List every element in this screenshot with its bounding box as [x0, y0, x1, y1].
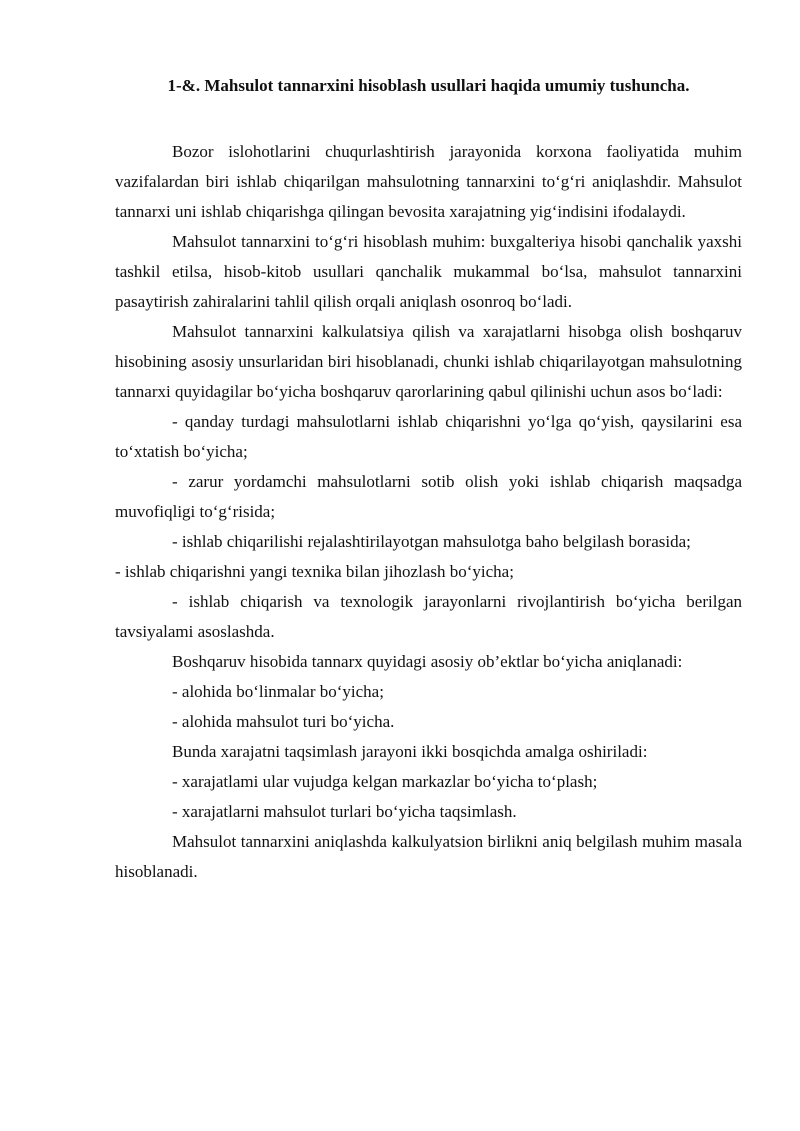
paragraph-calculation-unit: Mahsulot tannarxini aniqlashda kalkulyatsion birlikni aniq belgilash muhim masala hisoblanadi. [115, 832, 742, 881]
list-item-allocate-costs: - xarajatlarni mahsulot turlari bo‘yicha taqsimlash. [172, 802, 517, 821]
list-item-product-type: - alohida mahsulot turi bo‘yicha. [172, 712, 395, 731]
list-item-pricing: - ishlab chiqarilishi rejalashtirilayotgan mahsulotga baho belgilash borasida; [172, 532, 691, 551]
paragraph-importance: Mahsulot tannarxini to‘g‘ri hisoblash muhim: buxgalteriya hisobi qanchalik yaxshi tashkil etilsa, hisob-kitob usullari qanchalik mukammal bo‘lsa, mahsulot tannarxini pasaytirish zahiralarini tahlil qilish orqali aniqlash osonroq bo‘ladi. [115, 232, 742, 311]
list-item-divisions: - alohida bo‘linmalar bo‘yicha; [172, 682, 384, 701]
paragraph-objects: Boshqaruv hisobida tannarx quyidagi asosiy ob’ektlar bo‘yicha aniqlanadi: [172, 652, 683, 671]
paragraph-allocation-stages: Bunda xarajatni taqsimlash jarayoni ikki bosqichda amalga oshiriladi: [172, 742, 648, 761]
list-item-collect-costs: - xarajatlami ular vujudga kelgan markazlar bo‘yicha to‘plash; [172, 772, 598, 791]
document-page [115, 73, 742, 887]
list-item-auxiliary-products: - zarur yordamchi mahsulotlarni sotib olish yoki ishlab chiqarish maqsadga muvofiqligi to‘g‘risida; [115, 472, 742, 521]
paragraph-intro: Bozor islohotlarini chuqurlashtirish jarayonida korxona faoliyatida muhim vazifalardan biri ishlab chiqarilgan mahsulotning tannarxini to‘g‘ri aniqlashdir. Mahsulot tannarxi uni ishlab chiqarishga qilingan bevosita xarajatning yig‘indisini ifodalaydi. [115, 142, 742, 221]
section-heading: 1-&. Mahsulot tannarxini hisoblash usullari haqida umumiy tushuncha. [167, 76, 690, 95]
list-item-technology: - ishlab chiqarish va texnologik jarayonlarni rivojlantirish bo‘yicha berilgan tavsiyalami asoslashda. [115, 592, 742, 641]
list-item-product-types: - qanday turdagi mahsulotlarni ishlab chiqarishni yo‘lga qo‘yish, qaysilarini esa to‘xtatish bo‘yicha; [115, 412, 742, 461]
list-item-new-equipment: - ishlab chiqarishni yangi texnika bilan jihozlash bo‘yicha; [115, 562, 514, 581]
paragraph-calculation: Mahsulot tannarxini kalkulatsiya qilish va xarajatlarni hisobga olish boshqaruv hisobining asosiy unsurlaridan biri hisoblanadi, chunki ishlab chiqarilayotgan mahsulotning tannarxi quyidagilar bo‘yicha boshqaruv qarorlarining qabul qilinishi uchun asos bo‘ladi: [115, 322, 742, 401]
